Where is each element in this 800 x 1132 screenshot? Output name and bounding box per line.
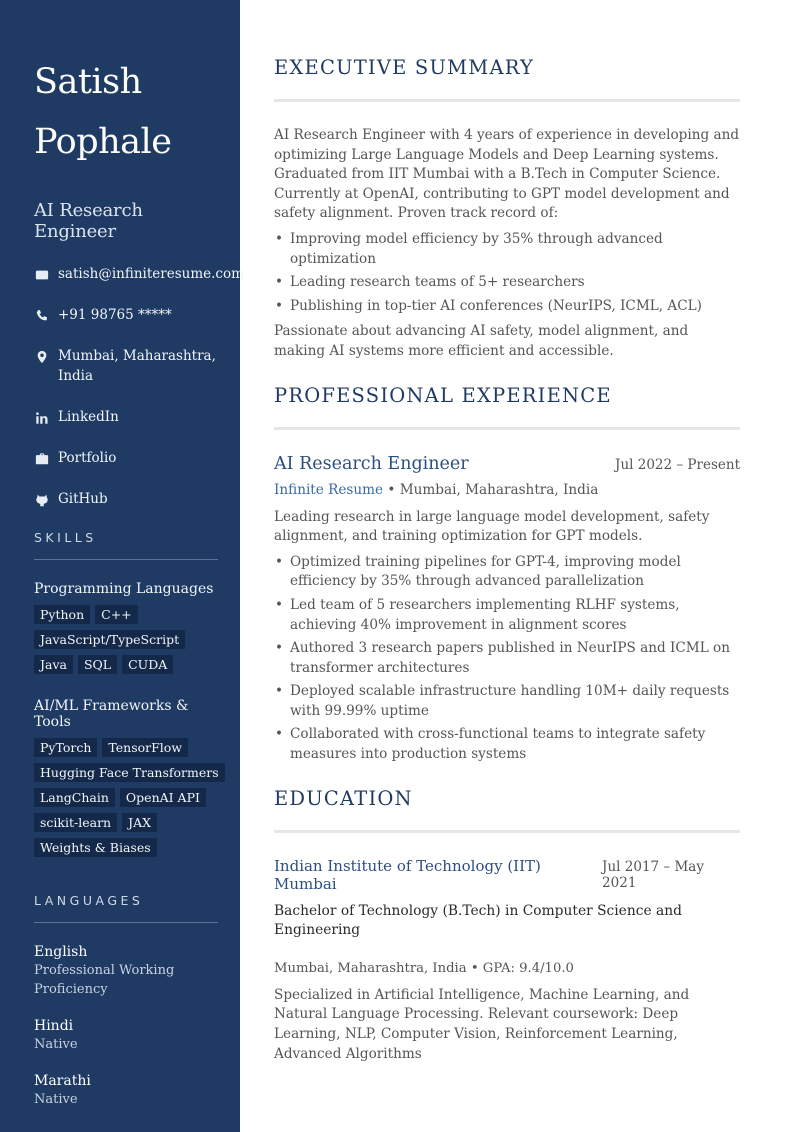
contact-location	[34, 346, 218, 386]
summary-bullet: • Leading research teams of 5+ researchers	[274, 273, 740, 293]
summary-section	[274, 56, 740, 362]
job-description: Leading research in large language model development, safety alignment, and training optimization for GPT models.	[274, 508, 710, 545]
location-pin-icon	[34, 349, 50, 365]
experience-section	[274, 384, 740, 765]
envelope-icon	[34, 267, 50, 283]
contact-linkedin-text: LinkedIn	[58, 409, 119, 425]
job-bullet: • Authored 3 research papers published in NeurIPS and ICML on transformer architectures	[274, 639, 740, 678]
skill-chips	[34, 605, 224, 680]
skill-chip: OpenAI API	[120, 788, 206, 807]
languages-heading: LANGUAGES	[34, 893, 218, 923]
job-dates: Jul 2022 – Present	[615, 456, 740, 473]
linkedin-icon	[34, 410, 50, 426]
language-name: Marathi	[34, 1073, 91, 1089]
job-entry	[274, 454, 740, 765]
skill-group-frameworks	[34, 698, 218, 863]
contact-email[interactable]	[34, 264, 244, 284]
contact-list	[34, 264, 244, 509]
language-level: Native	[34, 1037, 78, 1052]
contact-portfolio[interactable]	[34, 448, 218, 468]
skill-chip: SQL	[78, 655, 117, 674]
school-name: Indian Institute of Technology (IIT) Mumbai	[274, 856, 541, 893]
skill-group-programming	[34, 581, 218, 680]
summary-heading: EXECUTIVE SUMMARY	[274, 56, 740, 102]
main-content	[274, 56, 740, 1086]
job-location: • Mumbai, Maharashtra, India	[383, 481, 599, 498]
skill-chip: CUDA	[122, 655, 173, 674]
skill-chip: Java	[34, 655, 73, 674]
skill-chip: LangChain	[34, 788, 115, 807]
education-meta: Mumbai, Maharashtra, India • GPA: 9.4/10.0	[274, 960, 574, 976]
job-meta	[274, 482, 740, 498]
candidate-name	[34, 52, 218, 172]
skill-chip: JavaScript/TypeScript	[34, 630, 185, 649]
job-bullet: • Led team of 5 researchers implementing RLHF systems, achieving 40% improvement in alignment scores	[274, 596, 740, 635]
company-link[interactable]: Infinite Resume	[274, 481, 384, 498]
job-bullets	[274, 553, 740, 765]
skill-chip: C++	[95, 605, 138, 624]
github-icon	[34, 492, 50, 508]
education-heading: EDUCATION	[274, 787, 740, 833]
summary-intro: AI Research Engineer with 4 years of experience in developing and optimizing Large Language Models and Deep Learning systems. Graduated from IIT Mumbai with a B.Tech in Computer Science. Currently at OpenAI, contributing to GPT model development and safety alignment. Proven track record of:	[274, 127, 740, 222]
briefcase-icon	[34, 451, 50, 467]
job-header	[274, 454, 740, 474]
job-bullet: • Optimized training pipelines for GPT-4, improving model efficiency by 35% through advanced parallelization	[274, 553, 740, 592]
language-list	[34, 943, 218, 1109]
skill-group-title: AI/ML Frameworks & Tools	[34, 698, 189, 730]
skill-chip: Weights & Biases	[34, 838, 157, 857]
contact-github-text: GitHub	[58, 491, 108, 507]
summary-bullet: • Improving model efficiency by 35% through advanced optimization	[274, 230, 740, 269]
experience-heading: PROFESSIONAL EXPERIENCE	[274, 384, 740, 430]
language-item	[34, 1017, 218, 1054]
language-level: Professional Working Proficiency	[34, 963, 175, 997]
contact-linkedin[interactable]	[34, 407, 218, 427]
education-entry	[274, 857, 740, 1065]
language-level: Native	[34, 1092, 78, 1107]
contact-email-text: satish@infiniteresume.com	[58, 266, 244, 282]
education-dates: Jul 2017 – May 2021	[602, 858, 704, 891]
job-bullet: • Collaborated with cross-functional teams to integrate safety measures into production systems	[274, 725, 740, 764]
language-item	[34, 1072, 218, 1109]
job-bullet: • Deployed scalable infrastructure handling 10M+ daily requests with 99.99% uptime	[274, 682, 740, 721]
contact-portfolio-text: Portfolio	[58, 450, 117, 466]
last-name: Pophale	[34, 122, 172, 162]
first-name: Satish	[34, 62, 142, 102]
summary-closing: Passionate about advancing AI safety, model alignment, and making AI systems more efficient and accessible.	[274, 323, 689, 359]
skill-chip: JAX	[122, 813, 157, 832]
skill-chip: PyTorch	[34, 738, 97, 757]
language-name: English	[34, 944, 88, 960]
summary-bullet: • Publishing in top-tier AI conferences (NeurIPS, ICML, ACL)	[274, 297, 740, 317]
degree: Bachelor of Technology (B.Tech) in Computer Science and Engineering	[274, 902, 682, 939]
skill-chips	[34, 738, 224, 863]
skill-chip: scikit-learn	[34, 813, 117, 832]
summary-bullets	[274, 230, 740, 316]
education-section	[274, 787, 740, 1065]
candidate-title: AI Research Engineer	[34, 200, 143, 242]
job-title: AI Research Engineer	[274, 453, 469, 474]
skill-group-title: Programming Languages	[34, 581, 214, 597]
skill-chip: TensorFlow	[102, 738, 188, 757]
language-name: Hindi	[34, 1018, 74, 1034]
phone-icon	[34, 308, 50, 324]
contact-phone-text: +91 98765 *****	[58, 307, 172, 323]
education-description: Specialized in Artificial Intelligence, Machine Learning, and Natural Language Processing. Relevant coursework: Deep Learning, NLP, Computer Vision, Reinforcement Learning, Advanced Algorithms	[274, 986, 690, 1062]
sidebar	[0, 0, 244, 1132]
skills-heading: SKILLS	[34, 530, 218, 560]
contact-phone[interactable]	[34, 305, 218, 325]
contact-location-text: Mumbai, Maharashtra, India	[58, 348, 216, 384]
contact-github[interactable]	[34, 489, 218, 509]
skill-chip: Python	[34, 605, 90, 624]
language-item	[34, 943, 218, 999]
education-header	[274, 857, 740, 893]
skill-chip: Hugging Face Transformers	[34, 763, 225, 782]
